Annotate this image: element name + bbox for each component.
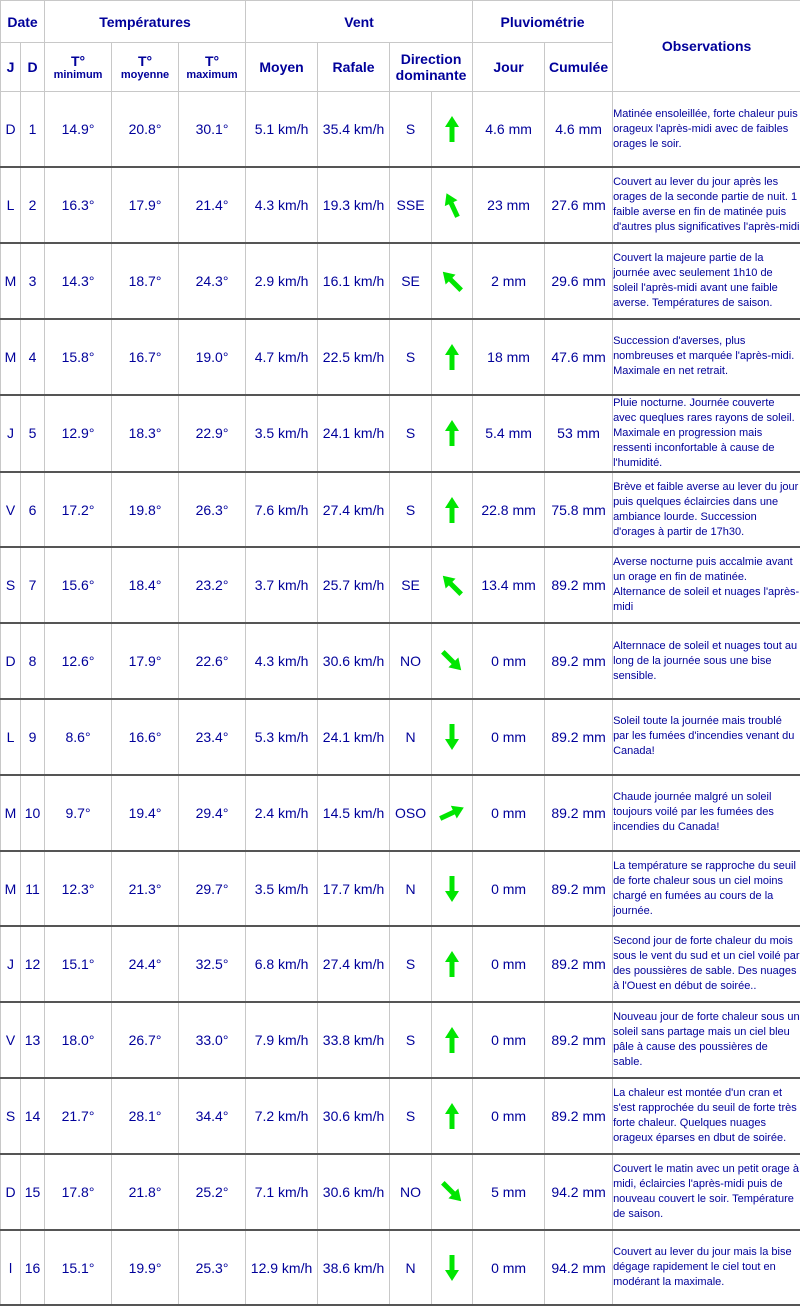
wind-direction: S [390, 472, 432, 548]
temp-mean: 20.8° [112, 92, 179, 168]
table-row [1, 851, 800, 927]
table-row [1, 926, 800, 1002]
temp-mean: 19.8° [112, 472, 179, 548]
wind-gust: 17.7 km/h [318, 851, 390, 927]
wind-mean: 5.1 km/h [246, 92, 318, 168]
temp-mean: 18.4° [112, 547, 179, 623]
temp-max: 22.9° [179, 395, 246, 472]
date-header: Date [1, 1, 45, 43]
table-row [1, 1002, 800, 1078]
wind-gust: 35.4 km/h [318, 92, 390, 168]
wind-direction: S [390, 319, 432, 395]
temp-max: 24.3° [179, 243, 246, 319]
arrow-down-right-icon [437, 646, 467, 676]
temp-mean: 28.1° [112, 1078, 179, 1154]
wind-arrow-cell [432, 243, 473, 319]
arrow-down-icon [437, 722, 467, 752]
rain-cumulative: 27.6 mm [545, 167, 613, 243]
rain-day: 5 mm [473, 1154, 545, 1230]
wind-direction: NO [390, 623, 432, 699]
arrow-down-icon [437, 1253, 467, 1283]
observation-text: Alternnace de soleil et nuages tout au long de la journée sous une bise sensible. [613, 623, 800, 699]
day-letter: J [1, 395, 21, 472]
rain-cumulative: 94.2 mm [545, 1154, 613, 1230]
rain-cumulative: 29.6 mm [545, 243, 613, 319]
observation-text: Couvert au lever du jour mais la bise dégage rapidement le ciel tout en modérant la maximale. [613, 1230, 800, 1306]
wind-gust: 25.7 km/h [318, 547, 390, 623]
observation-text: Brève et faible averse au lever du jour puis quelques éclaircies dans une ambiance lourde. Succession d'orages à partir de 17h30. [613, 472, 800, 548]
temp-min: 12.9° [45, 395, 112, 472]
arrow-up-icon [437, 1101, 467, 1131]
temp-min: 15.8° [45, 319, 112, 395]
rain-cumulative: 89.2 mm [545, 1002, 613, 1078]
rain-day: 0 mm [473, 1230, 545, 1306]
temp-mean: 21.8° [112, 1154, 179, 1230]
observation-text: Pluie nocturne. Journée couverte avec queqlues rares rayons de soleil. Maximale en progression mais ressenti inconfortable à cause de l'humidité. [613, 395, 800, 472]
arrow-up-icon [437, 342, 467, 372]
wind-arrow-cell [432, 1154, 473, 1230]
rain-cumulative: 89.2 mm [545, 1078, 613, 1154]
temp-mean: 19.4° [112, 775, 179, 851]
temp-max: 19.0° [179, 319, 246, 395]
day-letter: V [1, 1002, 21, 1078]
rain-cumulative: 89.2 mm [545, 926, 613, 1002]
day-number: 7 [21, 547, 45, 623]
day-letter: M [1, 243, 21, 319]
wind-direction: S [390, 395, 432, 472]
tmax-header-bottom: maximum [179, 69, 245, 81]
rain-cumulative: 53 mm [545, 395, 613, 472]
arrow-up-icon [437, 949, 467, 979]
wind-mean: 12.9 km/h [246, 1230, 318, 1306]
rain-cumulative: 89.2 mm [545, 851, 613, 927]
table-header [1, 1, 800, 92]
day-number: 1 [21, 92, 45, 168]
temp-mean: 18.3° [112, 395, 179, 472]
wind-arrow-cell [432, 775, 473, 851]
observations-header: Observations [613, 1, 800, 92]
temp-max: 29.7° [179, 851, 246, 927]
cumulee-header: Cumulée [545, 43, 613, 92]
observation-text: Chaude journée malgré un soleil toujours voilé par les fumées des incendies du Canada! [613, 775, 800, 851]
rain-day: 4.6 mm [473, 92, 545, 168]
arrow-up-left-icon [437, 570, 467, 600]
temp-min: 8.6° [45, 699, 112, 775]
wind-gust: 22.5 km/h [318, 319, 390, 395]
wind-mean: 2.4 km/h [246, 775, 318, 851]
temp-min: 16.3° [45, 167, 112, 243]
wind-direction: SE [390, 243, 432, 319]
temp-min: 9.7° [45, 775, 112, 851]
temp-min: 14.3° [45, 243, 112, 319]
observation-text: Second jour de forte chaleur du mois sous le vent du sud et un ciel voilé par des poussières de sable. Des nuages à l'Ouest en début de soirée.. [613, 926, 800, 1002]
rain-cumulative: 89.2 mm [545, 775, 613, 851]
wind-gust: 33.8 km/h [318, 1002, 390, 1078]
direction-header-line1: Direction [401, 51, 462, 67]
temp-mean: 17.9° [112, 167, 179, 243]
wind-gust: 24.1 km/h [318, 395, 390, 472]
arrow-down-icon [437, 874, 467, 904]
arrow-up-icon [437, 495, 467, 525]
table-row [1, 699, 800, 775]
direction-header [390, 43, 473, 92]
wind-direction: N [390, 699, 432, 775]
table-row [1, 547, 800, 623]
wind-direction: S [390, 926, 432, 1002]
wind-arrow-cell [432, 623, 473, 699]
table-row [1, 243, 800, 319]
wind-arrow-cell [432, 1230, 473, 1306]
observation-text: Nouveau jour de forte chaleur sous un soleil sans partage mais un ciel bleu pâle à cause des poussières de sable. [613, 1002, 800, 1078]
temp-mean: 18.7° [112, 243, 179, 319]
tmoy-header-bottom: moyenne [112, 69, 178, 81]
table-row [1, 1154, 800, 1230]
temp-max: 23.4° [179, 699, 246, 775]
table-row [1, 92, 800, 168]
wind-mean: 3.5 km/h [246, 395, 318, 472]
day-number: 2 [21, 167, 45, 243]
temp-max: 33.0° [179, 1002, 246, 1078]
rain-cumulative: 89.2 mm [545, 623, 613, 699]
rafale-header: Rafale [318, 43, 390, 92]
observation-text: Soleil toute la journée mais troublé par les fumées d'incendies venant du Canada! [613, 699, 800, 775]
temp-max: 32.5° [179, 926, 246, 1002]
wind-gust: 30.6 km/h [318, 1154, 390, 1230]
wind-arrow-cell [432, 851, 473, 927]
rain-day: 23 mm [473, 167, 545, 243]
wind-mean: 5.3 km/h [246, 699, 318, 775]
day-letter: J [1, 926, 21, 1002]
vent-header: Vent [246, 1, 473, 43]
rain-cumulative: 94.2 mm [545, 1230, 613, 1306]
temp-max: 34.4° [179, 1078, 246, 1154]
wind-direction: N [390, 851, 432, 927]
temperatures-header: Températures [45, 1, 246, 43]
wind-mean: 4.7 km/h [246, 319, 318, 395]
wind-direction: S [390, 92, 432, 168]
wind-direction: NO [390, 1154, 432, 1230]
temp-mean: 21.3° [112, 851, 179, 927]
rain-cumulative: 4.6 mm [545, 92, 613, 168]
tmoy-header-top: T° [138, 53, 152, 69]
wind-mean: 7.2 km/h [246, 1078, 318, 1154]
wind-arrow-cell [432, 319, 473, 395]
rain-day: 0 mm [473, 699, 545, 775]
rain-day: 0 mm [473, 926, 545, 1002]
observation-text: Couvert le matin avec un petit orage à midi, éclaircies l'après-midi puis de nouveau couvert le soir. Température de saison. [613, 1154, 800, 1230]
day-letter: S [1, 547, 21, 623]
day-number: 5 [21, 395, 45, 472]
tmin-header-top: T° [71, 53, 85, 69]
arrow-up-icon [437, 1025, 467, 1055]
rain-day: 0 mm [473, 1078, 545, 1154]
rain-cumulative: 89.2 mm [545, 547, 613, 623]
tmin-header-bottom: minimum [45, 69, 111, 81]
table-row [1, 395, 800, 472]
wind-mean: 3.5 km/h [246, 851, 318, 927]
day-number: 3 [21, 243, 45, 319]
day-letter: M [1, 775, 21, 851]
day-number: 9 [21, 699, 45, 775]
table-row [1, 319, 800, 395]
temp-max: 23.2° [179, 547, 246, 623]
wind-gust: 38.6 km/h [318, 1230, 390, 1306]
wind-direction: OSO [390, 775, 432, 851]
temp-min: 15.6° [45, 547, 112, 623]
temp-max: 22.6° [179, 623, 246, 699]
observation-text: Couvert la majeure partie de la journée avec seulement 1h10 de soleil l'après-midi avant une faible averse. Températures de saison. [613, 243, 800, 319]
wind-direction: S [390, 1078, 432, 1154]
wind-mean: 2.9 km/h [246, 243, 318, 319]
temp-mean: 17.9° [112, 623, 179, 699]
wind-arrow-cell [432, 92, 473, 168]
wind-gust: 19.3 km/h [318, 167, 390, 243]
wind-arrow-cell [432, 472, 473, 548]
wind-gust: 30.6 km/h [318, 623, 390, 699]
day-letter: D [1, 1154, 21, 1230]
day-letter: V [1, 472, 21, 548]
rain-cumulative: 47.6 mm [545, 319, 613, 395]
wind-mean: 4.3 km/h [246, 167, 318, 243]
tmax-header [179, 43, 246, 92]
wind-mean: 4.3 km/h [246, 623, 318, 699]
arrow-up-icon [437, 418, 467, 448]
table-body [1, 92, 800, 1306]
day-letter: M [1, 851, 21, 927]
wind-gust: 24.1 km/h [318, 699, 390, 775]
jour-header: Jour [473, 43, 545, 92]
observation-text: Couvert au lever du jour après les orages de la seconde partie de nuit. 1 faible averse en fin de matinée puis d'autres plus significatives l'après-midi [613, 167, 800, 243]
j-header: J [1, 43, 21, 92]
wind-arrow-cell [432, 1002, 473, 1078]
wind-direction: SSE [390, 167, 432, 243]
temp-mean: 26.7° [112, 1002, 179, 1078]
day-number: 11 [21, 851, 45, 927]
temp-mean: 16.6° [112, 699, 179, 775]
rain-cumulative: 89.2 mm [545, 699, 613, 775]
temp-mean: 24.4° [112, 926, 179, 1002]
rain-day: 0 mm [473, 623, 545, 699]
day-letter: D [1, 92, 21, 168]
day-number: 14 [21, 1078, 45, 1154]
day-letter: l [1, 1230, 21, 1306]
rain-day: 5.4 mm [473, 395, 545, 472]
temp-mean: 19.9° [112, 1230, 179, 1306]
day-number: 12 [21, 926, 45, 1002]
day-number: 8 [21, 623, 45, 699]
wind-arrow-cell [432, 547, 473, 623]
temp-min: 12.6° [45, 623, 112, 699]
temp-max: 30.1° [179, 92, 246, 168]
observation-text: Matinée ensoleillée, forte chaleur puis orageux l'après-midi avec de faibles orages le soir. [613, 92, 800, 168]
table-row [1, 623, 800, 699]
wind-mean: 7.6 km/h [246, 472, 318, 548]
temp-max: 25.3° [179, 1230, 246, 1306]
table-row [1, 472, 800, 548]
rain-day: 22.8 mm [473, 472, 545, 548]
temp-min: 21.7° [45, 1078, 112, 1154]
day-letter: S [1, 1078, 21, 1154]
temp-min: 12.3° [45, 851, 112, 927]
temp-min: 14.9° [45, 92, 112, 168]
wind-mean: 7.9 km/h [246, 1002, 318, 1078]
rain-day: 18 mm [473, 319, 545, 395]
day-number: 15 [21, 1154, 45, 1230]
day-number: 10 [21, 775, 45, 851]
table-row [1, 1078, 800, 1154]
rain-day: 0 mm [473, 1002, 545, 1078]
rain-day: 0 mm [473, 851, 545, 927]
table-row [1, 775, 800, 851]
temp-mean: 16.7° [112, 319, 179, 395]
tmoy-header [112, 43, 179, 92]
wind-gust: 14.5 km/h [318, 775, 390, 851]
observation-text: Averse nocturne puis accalmie avant un orage en fin de matinée. Alternance de soleil et nuages l'après-midi [613, 547, 800, 623]
day-letter: L [1, 699, 21, 775]
day-number: 16 [21, 1230, 45, 1306]
tmin-header [45, 43, 112, 92]
table-row [1, 1230, 800, 1306]
wind-mean: 3.7 km/h [246, 547, 318, 623]
temp-min: 17.2° [45, 472, 112, 548]
temp-max: 26.3° [179, 472, 246, 548]
arrow-up-right-icon [437, 798, 467, 828]
wind-gust: 27.4 km/h [318, 926, 390, 1002]
wind-arrow-cell [432, 395, 473, 472]
wind-mean: 6.8 km/h [246, 926, 318, 1002]
rain-day: 13.4 mm [473, 547, 545, 623]
arrow-up-icon [437, 114, 467, 144]
temp-min: 17.8° [45, 1154, 112, 1230]
wind-gust: 27.4 km/h [318, 472, 390, 548]
wind-direction: N [390, 1230, 432, 1306]
day-number: 4 [21, 319, 45, 395]
table-row [1, 167, 800, 243]
day-number: 6 [21, 472, 45, 548]
temp-max: 29.4° [179, 775, 246, 851]
rain-cumulative: 75.8 mm [545, 472, 613, 548]
wind-gust: 30.6 km/h [318, 1078, 390, 1154]
moyen-header: Moyen [246, 43, 318, 92]
wind-arrow-cell [432, 699, 473, 775]
pluviometrie-header: Pluviométrie [473, 1, 613, 43]
d-header: D [21, 43, 45, 92]
tmax-header-top: T° [205, 53, 219, 69]
temp-min: 15.1° [45, 1230, 112, 1306]
wind-arrow-cell [432, 926, 473, 1002]
direction-header-line2: dominante [396, 67, 467, 83]
rain-day: 0 mm [473, 775, 545, 851]
arrow-down-right-icon [437, 1177, 467, 1207]
day-letter: D [1, 623, 21, 699]
day-number: 13 [21, 1002, 45, 1078]
day-letter: M [1, 319, 21, 395]
temp-min: 18.0° [45, 1002, 112, 1078]
arrow-up-left-icon [437, 190, 467, 220]
observation-text: La température se rapproche du seuil de forte chaleur sous un ciel moins chargé en fumées au cours de la journée. [613, 851, 800, 927]
wind-direction: S [390, 1002, 432, 1078]
temp-max: 21.4° [179, 167, 246, 243]
wind-mean: 7.1 km/h [246, 1154, 318, 1230]
wind-gust: 16.1 km/h [318, 243, 390, 319]
observation-text: Succession d'averses, plus nombreuses et marquée l'après-midi. Maximale en net retrait. [613, 319, 800, 395]
arrow-up-left-icon [437, 266, 467, 296]
wind-arrow-cell [432, 167, 473, 243]
rain-day: 2 mm [473, 243, 545, 319]
temp-max: 25.2° [179, 1154, 246, 1230]
temp-min: 15.1° [45, 926, 112, 1002]
wind-direction: SE [390, 547, 432, 623]
day-letter: L [1, 167, 21, 243]
wind-arrow-cell [432, 1078, 473, 1154]
observation-text: La chaleur est montée d'un cran et s'est rapprochée du seuil de forte très forte chaleur. Quelques nuages orageux éparses en dbut de soirée. [613, 1078, 800, 1154]
